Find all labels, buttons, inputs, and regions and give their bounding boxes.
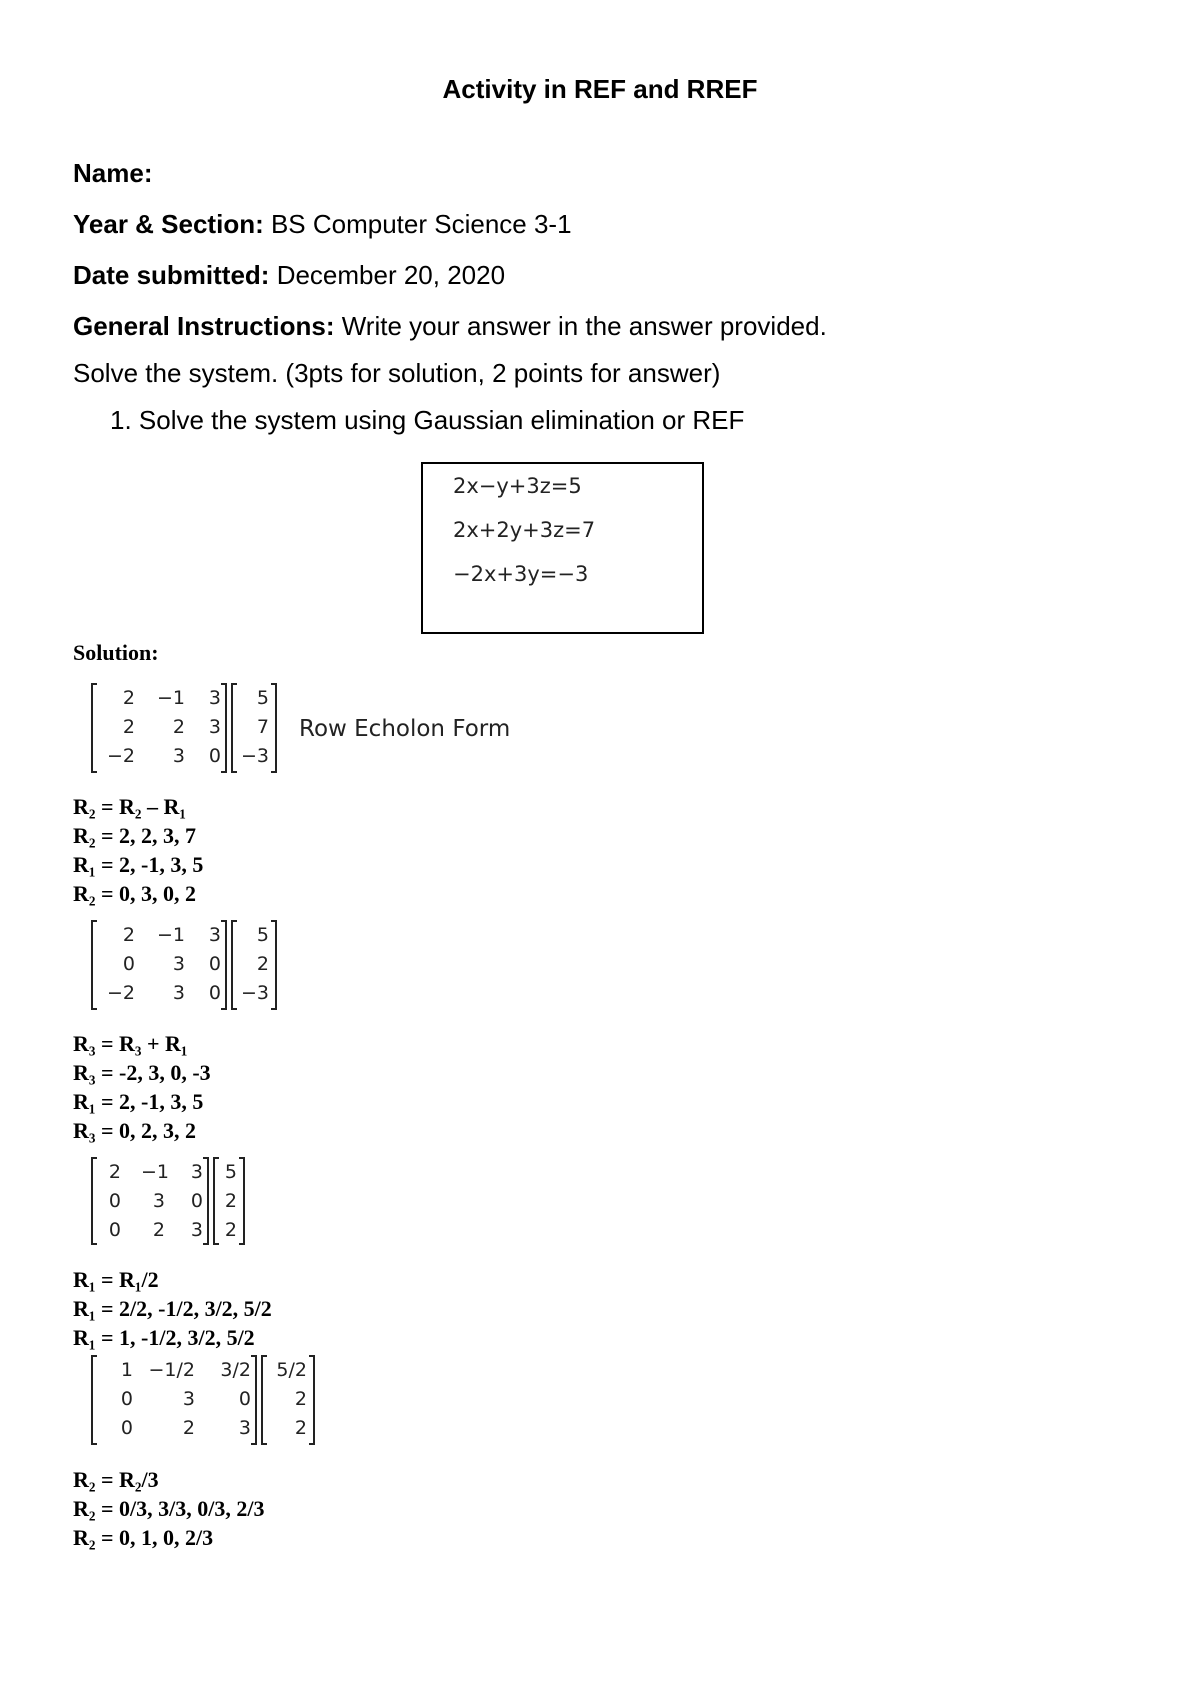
item-1: 1. Solve the system using Gaussian elimination or REF <box>110 405 745 435</box>
matrix-cell: 0 <box>238 1388 251 1410</box>
matrix-cell: 3 <box>172 745 185 767</box>
year-section-label: Year & Section: <box>73 209 264 239</box>
matrix-cell: 0 <box>208 745 221 767</box>
matrix-cell: 3 <box>208 687 221 709</box>
rhs-cell: −3 <box>240 982 269 1004</box>
matrix-cell: 2 <box>122 924 135 946</box>
step-line: R₂ = 0, 1, 0, 2/3 <box>73 1525 214 1550</box>
step-line: R₂ = R₂ – R₁ <box>73 794 186 819</box>
matrix-cell: 0 <box>120 1388 133 1410</box>
matrix-cell: 0 <box>108 1219 121 1241</box>
matrix-cell: 2 <box>152 1219 165 1241</box>
system-of-equations-box <box>421 462 704 634</box>
step-line: R₂ = 2, 2, 3, 7 <box>73 823 197 848</box>
rhs-cell: −3 <box>240 745 269 767</box>
step-line: R₂ = 0/3, 3/3, 0/3, 2/3 <box>73 1496 265 1521</box>
matrix-cell: 0 <box>190 1190 203 1212</box>
rhs-cell: 2 <box>294 1417 307 1439</box>
date-submitted-value: December 20, 2020 <box>269 260 506 290</box>
matrix-cell: −2 <box>107 982 136 1004</box>
step-line: R₂ = R₂/3 <box>73 1467 159 1492</box>
step-line: R₁ = 2/2, -1/2, 3/2, 5/2 <box>73 1296 272 1321</box>
rhs-bracket-right <box>309 1355 315 1445</box>
step-line: R₁ = R₁/2 <box>73 1267 159 1292</box>
page-title: Activity in REF and RREF <box>442 74 758 104</box>
name-field <box>73 158 152 189</box>
matrix-bracket-right <box>251 1355 257 1445</box>
step-group-1 <box>73 792 203 908</box>
matrix-bracket-left <box>91 683 97 773</box>
rhs-cell: 7 <box>256 716 269 738</box>
step-line: R₃ = -2, 3, 0, -3 <box>73 1060 211 1085</box>
general-instructions-label: General Instructions: <box>73 311 335 341</box>
step-group-4 <box>73 1465 264 1552</box>
matrix-cell: 2 <box>172 716 185 738</box>
matrix-cell: 2 <box>122 716 135 738</box>
rhs-cell: 2 <box>294 1388 307 1410</box>
step-line: R₁ = 1, -1/2, 3/2, 5/2 <box>73 1325 255 1350</box>
rhs-cell: 2 <box>224 1190 237 1212</box>
matrix-cell: −1/2 <box>148 1359 195 1381</box>
matrix-cell: 3 <box>152 1190 165 1212</box>
augmented-matrix-2 <box>91 920 276 1010</box>
matrix-cell: −1 <box>157 924 186 946</box>
equation-1: 2x−y+3z=5 <box>453 474 582 498</box>
equation-2: 2x+2y+3z=7 <box>453 518 596 542</box>
step-line: R₂ = 0, 3, 0, 2 <box>73 881 197 906</box>
rhs-cell: 5 <box>256 924 269 946</box>
matrix-cell: 3 <box>238 1417 251 1439</box>
step-group-3 <box>73 1265 272 1352</box>
solution-label: Solution: <box>73 640 159 665</box>
step-line: R₃ = 0, 2, 3, 2 <box>73 1118 197 1143</box>
name-label: Name: <box>73 158 153 188</box>
matrix-cell: 3 <box>182 1388 195 1410</box>
year-section-field <box>73 209 572 240</box>
matrix-cell: 2 <box>182 1417 195 1439</box>
matrix-cell: 3/2 <box>220 1359 251 1381</box>
general-instructions-field <box>73 311 827 342</box>
matrix-bracket-right <box>221 683 227 773</box>
matrix-cell: 0 <box>120 1417 133 1439</box>
equation-3: −2x+3y=−3 <box>453 562 589 586</box>
step-line: R₃ = R₃ + R₁ <box>73 1031 188 1056</box>
date-submitted-field <box>73 260 505 291</box>
rhs-cell: 5 <box>224 1161 237 1183</box>
rhs-bracket-right <box>271 920 277 1010</box>
year-section-value: BS Computer Science 3-1 <box>263 209 572 239</box>
augmented-matrix-3 <box>91 1157 241 1245</box>
matrix-cell: 0 <box>208 953 221 975</box>
augmented-matrix-4 <box>91 1355 306 1445</box>
rhs-cell: 2 <box>224 1219 237 1241</box>
matrix-cell: 0 <box>108 1190 121 1212</box>
rhs-bracket-right <box>239 1157 245 1245</box>
matrix-bracket-right <box>221 920 227 1010</box>
row-echelon-label: Row Echolon Form <box>299 716 511 742</box>
matrix-cell: 3 <box>172 953 185 975</box>
step-line: R₁ = 2, -1, 3, 5 <box>73 852 204 877</box>
matrix-cell: 3 <box>190 1219 203 1241</box>
matrix-bracket-left <box>91 920 97 1010</box>
matrix-cell: 3 <box>208 924 221 946</box>
matrix-cell: 3 <box>190 1161 203 1183</box>
matrix-cell: −1 <box>157 687 186 709</box>
matrix-cell: 3 <box>172 982 185 1004</box>
step-group-2 <box>73 1029 211 1145</box>
rhs-cell: 5/2 <box>276 1359 307 1381</box>
augmented-matrix-1 <box>91 683 276 773</box>
matrix-cell: 2 <box>122 687 135 709</box>
matrix-cell: −1 <box>141 1161 170 1183</box>
matrix-cell: 0 <box>208 982 221 1004</box>
matrix-cell: 3 <box>208 716 221 738</box>
date-submitted-label: Date submitted: <box>73 260 270 290</box>
rhs-bracket-right <box>271 683 277 773</box>
matrix-cell: 0 <box>122 953 135 975</box>
step-line: R₁ = 2, -1, 3, 5 <box>73 1089 204 1114</box>
general-instructions-value: Write your answer in the answer provided. <box>334 311 827 341</box>
matrix-cell: −2 <box>107 745 136 767</box>
task-line: Solve the system. (3pts for solution, 2 points for answer) <box>73 358 721 388</box>
rhs-cell: 2 <box>256 953 269 975</box>
matrix-cell: 1 <box>120 1359 133 1381</box>
rhs-cell: 5 <box>256 687 269 709</box>
matrix-cell: 2 <box>108 1161 121 1183</box>
matrix-bracket-right <box>203 1157 209 1245</box>
